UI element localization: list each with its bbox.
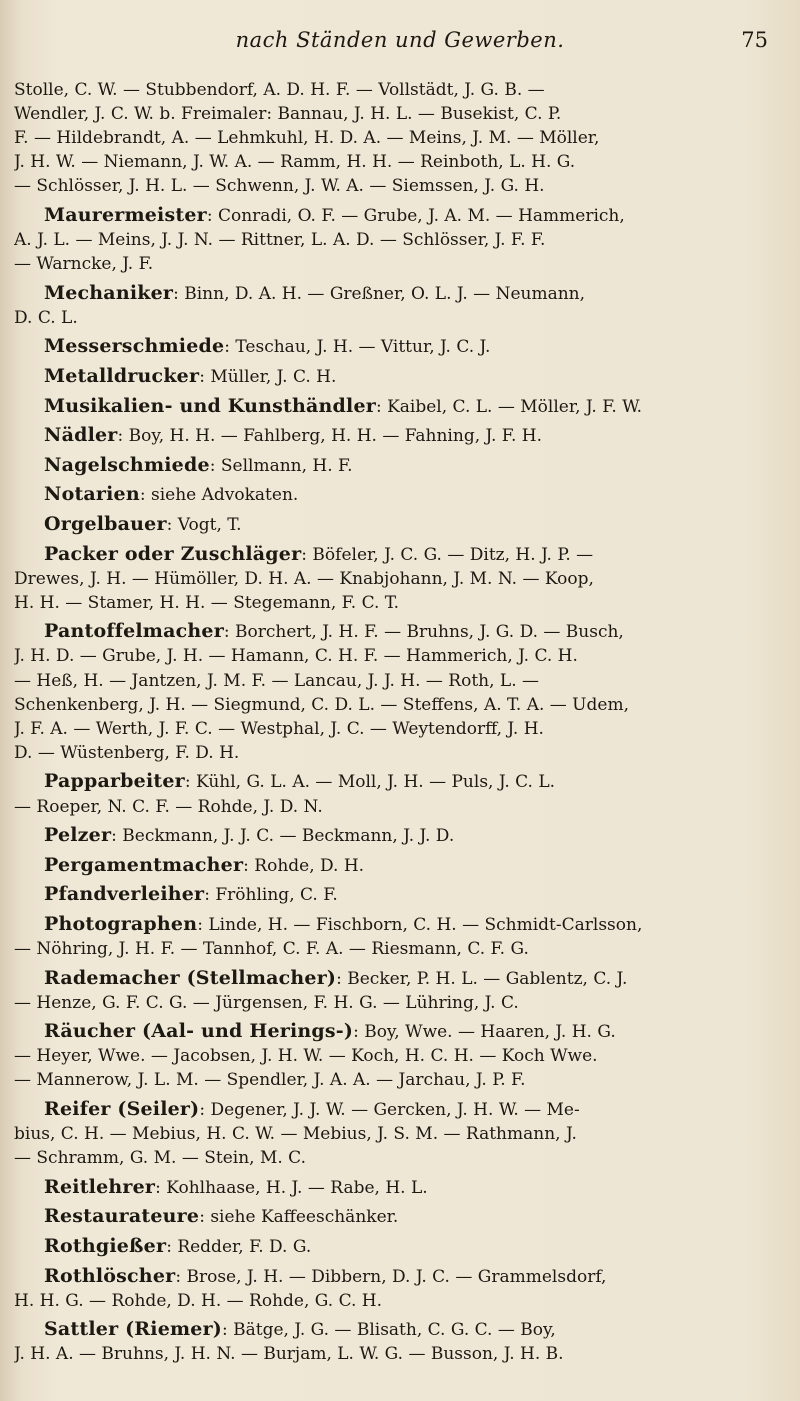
directory-entry (14, 423, 774, 448)
trade-heading: Pelzer (44, 824, 112, 847)
entry-line (14, 991, 774, 1015)
entry-line (14, 306, 774, 330)
entry-line (14, 937, 774, 961)
entry-text: : Rohde, D. H. (243, 855, 365, 876)
entry-text: — Schlösser, J. H. L. — Schwenn, J. W. A. — Siemssen, J. G. H. (14, 176, 545, 197)
entry-text: : Sellmann, H. F. (209, 455, 353, 476)
entry-line (14, 512, 774, 537)
directory-entry (14, 334, 774, 359)
directory-entry (14, 769, 774, 818)
entry-text: bius, C. H. — Mebius, H. C. W. — Mebius, J. S. M. — Rathmann, J. (14, 1124, 577, 1145)
entry-line (14, 619, 774, 644)
trade-heading: Rademacher (Stellmacher) (44, 966, 337, 989)
entry-line (14, 717, 774, 741)
entry-text: H. H. G. — Rohde, D. H. — Rohde, G. C. H. (14, 1290, 383, 1311)
entry-text: J. F. A. — Werth, J. F. C. — Westphal, J. C. — Weytendorff, J. H. (14, 718, 544, 739)
trade-heading: Rothlöscher (44, 1264, 176, 1287)
entry-line (14, 693, 774, 717)
entry-text: : Binn, D. A. H. — Greßner, O. L. J. — Neumann, (173, 283, 586, 304)
entry-line (14, 1097, 774, 1122)
entry-text: : Teschau, J. H. — Vittur, J. C. J. (224, 337, 491, 358)
entry-text: F. — Hildebrandt, A. — Lehmkuhl, H. D. A. — Meins, J. M. — Möller, (14, 128, 600, 149)
entry-line (14, 1234, 774, 1259)
running-head (0, 28, 800, 60)
trade-heading: Räucher (Aal- und Herings-) (44, 1020, 354, 1043)
directory-entry (14, 1019, 774, 1092)
directory-entry (14, 882, 774, 907)
entry-text: : Beckmann, J. J. C. — Beckmann, J. J. D. (111, 826, 455, 847)
entry-line (14, 1146, 774, 1170)
directory-entry (14, 1317, 774, 1366)
directory-entry (14, 512, 774, 537)
entry-text: D. C. L. (14, 307, 78, 328)
directory-entry (14, 394, 774, 419)
entry-line (14, 1289, 774, 1313)
entry-line (14, 823, 774, 848)
entry-line (14, 1342, 774, 1366)
directory-entry (14, 78, 774, 198)
entry-line (14, 228, 774, 252)
entry-line (14, 1264, 774, 1289)
entry-line (14, 1317, 774, 1342)
directory-entry (14, 1175, 774, 1200)
trade-heading: Maurermeister (44, 203, 207, 226)
entry-line (14, 966, 774, 991)
trade-heading: Pfandverleiher (44, 883, 205, 906)
entry-text: — Nöhring, J. H. F. — Tannhof, C. F. A. — Riesmann, C. F. G. (14, 939, 529, 959)
directory-entry (14, 853, 774, 878)
trade-heading: Rothgießer (44, 1235, 167, 1258)
trade-heading: Notarien (44, 483, 140, 506)
entry-line (14, 1044, 774, 1068)
entry-text: : Kühl, G. L. A. — Moll, J. H. — Puls, J. C. L. (184, 772, 556, 793)
page-number: 75 (741, 28, 768, 52)
entry-text: : Becker, P. H. L. — Gablentz, C. J. (336, 968, 628, 989)
entry-line (14, 453, 774, 478)
entry-line (14, 912, 774, 937)
trade-heading: Sattler (Riemer) (44, 1318, 222, 1341)
entry-line (14, 741, 774, 765)
trade-heading: Reitlehrer (44, 1175, 156, 1198)
trade-heading: Nädler (44, 424, 118, 447)
entry-text: : Redder, F. D. G. (166, 1237, 312, 1258)
entry-text: J. H. D. — Grube, J. H. — Hamann, C. H. F. — Hammerich, J. C. H. (14, 646, 578, 667)
entry-line (14, 1175, 774, 1200)
entry-text: J. H. W. — Niemann, J. W. A. — Ramm, H. H. — Reinboth, L. H. G. (14, 152, 576, 173)
directory-entry (14, 1097, 774, 1170)
trade-heading: Metalldrucker (44, 365, 200, 388)
entry-line (14, 78, 774, 102)
entry-text: : siehe Kaffeeschänker. (199, 1207, 399, 1228)
entry-line (14, 364, 774, 389)
entry-line (14, 394, 774, 419)
directory-entry (14, 281, 774, 330)
entry-text: — Mannerow, J. L. M. — Spendler, J. A. A. — Jarchau, J. P. F. (14, 1070, 526, 1091)
trade-heading: Photographen (44, 912, 198, 935)
entry-line (14, 882, 774, 907)
entry-text: H. H. — Stamer, H. H. — Stegemann, F. C. T. (14, 592, 400, 613)
entry-text: : Kaibel, C. L. — Möller, J. F. W. (375, 396, 643, 417)
entry-text: : Linde, H. — Fischborn, C. H. — Schmidt-Carlsson, (197, 914, 643, 935)
trade-heading: Nagelschmiede (44, 453, 210, 476)
directory-entry (14, 912, 774, 961)
entry-text: : Brose, J. H. — Dibbern, D. J. C. — Grammelsdorf, (175, 1266, 607, 1287)
entry-text: — Henze, G. F. C. G. — Jürgensen, F. H. G. — Lühring, J. C. (14, 992, 519, 1013)
directory-entry (14, 1264, 774, 1313)
entry-text: : Conradi, O. F. — Grube, J. A. M. — Hammerich, (206, 205, 625, 226)
entry-text: — Roeper, N. C. F. — Rohde, J. D. N. (14, 796, 323, 817)
trade-heading: Pergamentmacher (44, 853, 244, 876)
directory-listing (14, 78, 774, 1371)
trade-heading: Musikalien- und Kunsthändler (44, 394, 376, 417)
entry-text: : Boy, Wwe. — Haaren, J. H. G. (353, 1022, 616, 1043)
trade-heading: Orgelbauer (44, 513, 167, 535)
entry-line (14, 150, 774, 174)
trade-heading: Restaurateure (44, 1205, 200, 1228)
entry-text: : Fröhling, C. F. (204, 885, 338, 906)
entry-line (14, 281, 774, 306)
entry-line (14, 1068, 774, 1092)
directory-entry (14, 364, 774, 389)
entry-text: — Schramm, G. M. — Stein, M. C. (14, 1148, 306, 1169)
entry-text: Stolle, C. W. — Stubbendorf, A. D. H. F. — Vollstädt, J. G. B. — (14, 80, 545, 100)
trade-heading: Papparbeiter (44, 770, 185, 793)
entry-line (14, 252, 774, 276)
entry-text: — Warncke, J. F. (14, 254, 154, 275)
entry-text: A. J. L. — Meins, J. J. N. — Rittner, L. A. D. — Schlösser, J. F. F. (14, 230, 546, 251)
entry-text: : siehe Advokaten. (139, 485, 299, 506)
entry-text: : Borchert, J. H. F. — Bruhns, J. G. D. — Busch, (223, 622, 624, 643)
entry-text: — Heß, H. — Jantzen, J. M. F. — Lancau, J. J. H. — Roth, L. — (14, 670, 540, 691)
directory-entry (14, 482, 774, 507)
entry-line (14, 482, 774, 507)
entry-line (14, 542, 774, 567)
entry-text: : Müller, J. C. H. (199, 367, 337, 388)
trade-heading: Pantoffelmacher (44, 620, 224, 643)
entry-text: : Vogt, T. (166, 515, 242, 535)
entry-line (14, 769, 774, 794)
entry-line (14, 1204, 774, 1229)
trade-heading: Reifer (Seiler) (44, 1098, 200, 1121)
trade-heading: Messerschmiede (44, 335, 225, 358)
entry-line (14, 423, 774, 448)
directory-entry (14, 1204, 774, 1229)
entry-text: Drewes, J. H. — Hümöller, D. H. A. — Knabjohann, J. M. N. — Koop, (14, 568, 594, 589)
entry-text: J. H. A. — Bruhns, J. H. N. — Burjam, L. W. G. — Busson, J. H. B. (14, 1344, 564, 1365)
directory-entry (14, 453, 774, 478)
entry-line (14, 1019, 774, 1044)
directory-entry (14, 542, 774, 615)
entry-line (14, 644, 774, 668)
entry-line (14, 102, 774, 126)
entry-text: D. — Wüstenberg, F. D. H. (14, 742, 240, 763)
entry-text: Schenkenberg, J. H. — Siegmund, C. D. L. — Steffens, A. T. A. — Udem, (14, 694, 629, 715)
entry-line (14, 174, 774, 198)
directory-entry (14, 1234, 774, 1259)
directory-entry (14, 203, 774, 276)
entry-line (14, 591, 774, 615)
entry-line (14, 334, 774, 359)
entry-text: : Böfeler, J. C. G. — Ditz, H. J. P. — (301, 544, 594, 565)
running-head-title: nach Ständen und Gewerben. (235, 28, 565, 52)
entry-text: : Bätge, J. G. — Blisath, C. G. C. — Boy, (222, 1320, 556, 1341)
entry-line (14, 567, 774, 591)
entry-line (14, 203, 774, 228)
entry-text: — Heyer, Wwe. — Jacobsen, J. H. W. — Koch, H. C. H. — Koch Wwe. (14, 1046, 598, 1067)
entry-line (14, 669, 774, 693)
entry-line (14, 853, 774, 878)
directory-entry (14, 966, 774, 1015)
entry-text: : Boy, H. H. — Fahlberg, H. H. — Fahning, J. F. H. (117, 426, 542, 447)
entry-text: : Kohlhaase, H. J. — Rabe, H. L. (155, 1177, 428, 1198)
directory-entry (14, 619, 774, 765)
trade-heading: Packer oder Zuschläger (44, 542, 302, 565)
entry-line (14, 795, 774, 819)
entry-text: : Degener, J. J. W. — Gercken, J. H. W. — Me- (199, 1100, 580, 1121)
entry-line (14, 126, 774, 150)
trade-heading: Mechaniker (44, 281, 174, 304)
entry-line (14, 1122, 774, 1146)
entry-text: Wendler, J. C. W. b. Freimaler: Bannau, J. H. L. — Busekist, C. P. (14, 104, 562, 125)
directory-entry (14, 823, 774, 848)
